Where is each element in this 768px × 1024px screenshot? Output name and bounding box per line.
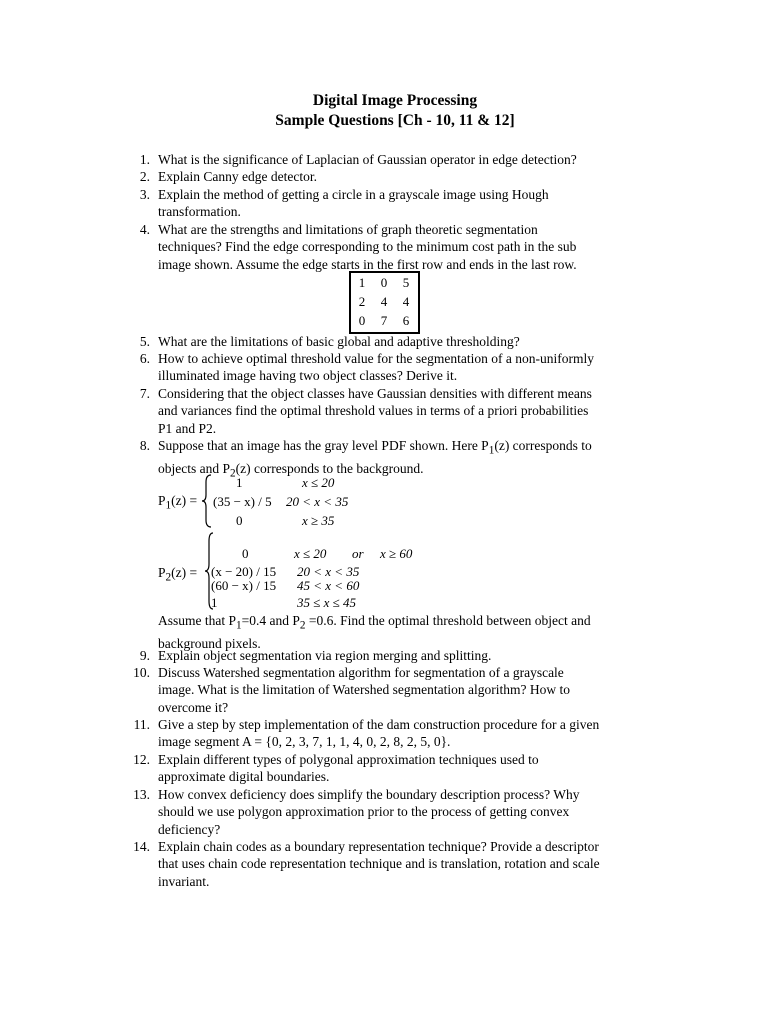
- question-line: How convex deficiency does simplify the boundary description process? Why: [158, 787, 580, 802]
- question-line: and variances find the optimal threshold values in terms of a priori probabilities: [158, 403, 589, 419]
- sub-image-matrix: [349, 271, 420, 334]
- matrix-cell: 1: [358, 275, 366, 290]
- question-line: deficiency?: [158, 821, 221, 837]
- question-text: [158, 647, 658, 664]
- question-text: [158, 838, 658, 890]
- document-title: Digital Image Processing: [312, 92, 478, 109]
- question-number: 5.: [139, 334, 150, 349]
- question-text: [158, 751, 658, 786]
- matrix-cell: 6: [402, 313, 410, 328]
- question-line: Explain the method of getting a circle in a grayscale image using Hough: [158, 187, 549, 202]
- matrix-cell: 7: [380, 313, 388, 328]
- question-line: illuminated image having two object classes? Derive it.: [158, 368, 458, 384]
- question-text: [158, 437, 658, 483]
- p1-case2-value: (35 − x) / 5: [213, 494, 272, 509]
- question-text: [158, 350, 658, 385]
- question-number: 8.: [139, 438, 150, 453]
- question-line: Explain Canny edge detector.: [158, 169, 317, 184]
- p1-case1-condition: x ≤ 20: [302, 475, 335, 490]
- question-line: approximate digital boundaries.: [158, 769, 330, 785]
- p2-case1-condition: x ≤ 20: [294, 546, 327, 561]
- question-line: overcome it?: [158, 699, 229, 715]
- question-line: P1 and P2.: [158, 420, 217, 436]
- matrix-cell: 0: [358, 313, 366, 328]
- question-line: should we use polygon approximation prior to the process of getting convex: [158, 804, 570, 820]
- question-line: Considering that the object classes have Gaussian densities with different means: [158, 386, 592, 401]
- question-line: Assume that $P_1=0.4$ and $P_2 =0.6$. Find the optimal threshold between object and: [158, 613, 591, 632]
- question-number: 10.: [133, 665, 150, 680]
- document-subtitle: Sample Questions [Ch - 10, 11 & 12]: [275, 112, 515, 129]
- question-line: background pixels.: [158, 635, 261, 651]
- question-number: 1.: [139, 152, 150, 167]
- p2-case4-condition: 35 ≤ x ≤ 45: [297, 595, 357, 610]
- question-number: 11.: [133, 717, 150, 732]
- question-line: invariant.: [158, 873, 210, 889]
- question-text: [158, 186, 658, 221]
- question-line: Explain object segmentation via region merging and splitting.: [158, 648, 492, 663]
- question-line: Give a step by step implementation of the dam construction procedure for a given: [158, 717, 600, 732]
- question-text: [158, 786, 658, 838]
- question-line: image segment A = {0, 2, 3, 7, 1, 1, 4, 0, 2, 8, 2, 5, 0}.: [158, 734, 451, 750]
- question-line: Explain different types of polygonal approximation techniques used to: [158, 752, 539, 767]
- p2-case1-condition-2: x ≥ 60: [380, 546, 413, 561]
- p2-label: $P_2(z)$ =: [158, 565, 198, 584]
- question-line: image shown. Assume the edge starts in the first row and ends in the last row.: [158, 256, 577, 272]
- question-text: [158, 333, 658, 350]
- question-number: 13.: [133, 787, 150, 802]
- p1-case2-condition: 20 < x < 35: [286, 494, 349, 509]
- p2-case3-value: (60 − x) / 15: [211, 578, 277, 593]
- matrix-cell: 4: [380, 294, 388, 309]
- question-line: How to achieve optimal threshold value for the segmentation of a non-uniformly: [158, 351, 595, 366]
- p2-case1-value: 0: [242, 546, 249, 561]
- p2-case3-condition: 45 < x < 60: [297, 578, 360, 593]
- question-line: techniques? Find the edge corresponding to the minimum cost path in the sub: [158, 239, 577, 255]
- p1-case3-condition: x ≥ 35: [302, 513, 335, 528]
- question-line: What is the significance of Laplacian of Gaussian operator in edge detection?: [158, 152, 577, 167]
- question-line: Explain chain codes as a boundary representation technique? Provide a descriptor: [158, 839, 599, 854]
- question-number: 6.: [139, 351, 150, 366]
- left-brace-icon: [201, 474, 213, 528]
- matrix-cell: 5: [402, 275, 410, 290]
- question-text: [158, 221, 658, 273]
- question-text: [158, 716, 658, 751]
- question-number: 4.: [139, 222, 150, 237]
- question-line: Discuss Watershed segmentation algorithm for segmentation of a grayscale: [158, 665, 564, 680]
- question-text: [158, 385, 658, 437]
- question-number: 9.: [139, 648, 150, 663]
- p1-case3-value: 0: [236, 513, 243, 528]
- question-text: [158, 151, 658, 168]
- matrix-cell: 2: [358, 294, 366, 309]
- question-number: 14.: [133, 839, 150, 854]
- question-line: transformation.: [158, 204, 241, 220]
- p1-label: $P_1(z)$ =: [158, 493, 198, 512]
- question-number: 12.: [133, 752, 150, 767]
- question-text: [158, 168, 658, 185]
- p2-case1-or: or: [352, 546, 364, 561]
- matrix-cell: 4: [402, 294, 410, 309]
- question-number: 7.: [139, 386, 150, 401]
- question-text: [158, 664, 658, 716]
- question-line: objects and $P_2(z)$ corresponds to the background.: [158, 460, 424, 480]
- matrix-cell: 0: [380, 275, 388, 290]
- question-line: What are the strengths and limitations of graph theoretic segmentation: [158, 222, 538, 237]
- question-line: What are the limitations of basic global and adaptive thresholding?: [158, 334, 520, 349]
- p1-case1-value: 1: [236, 475, 243, 490]
- question-number: 2.: [139, 169, 150, 184]
- p2-case4-value: 1: [211, 595, 218, 610]
- question-line: Suppose that an image has the gray level PDF shown. Here $P_1(z)$ corresponds to: [158, 438, 592, 457]
- p2-case2-value: (x − 20) / 15: [211, 564, 277, 579]
- question-line: image. What is the limitation of Watershed segmentation algorithm? How to: [158, 682, 570, 698]
- question-line: that uses chain code representation technique and is translation, rotation and scale: [158, 856, 600, 872]
- p2-case2-condition: 20 < x < 35: [297, 564, 360, 579]
- question-number: 3.: [139, 187, 150, 202]
